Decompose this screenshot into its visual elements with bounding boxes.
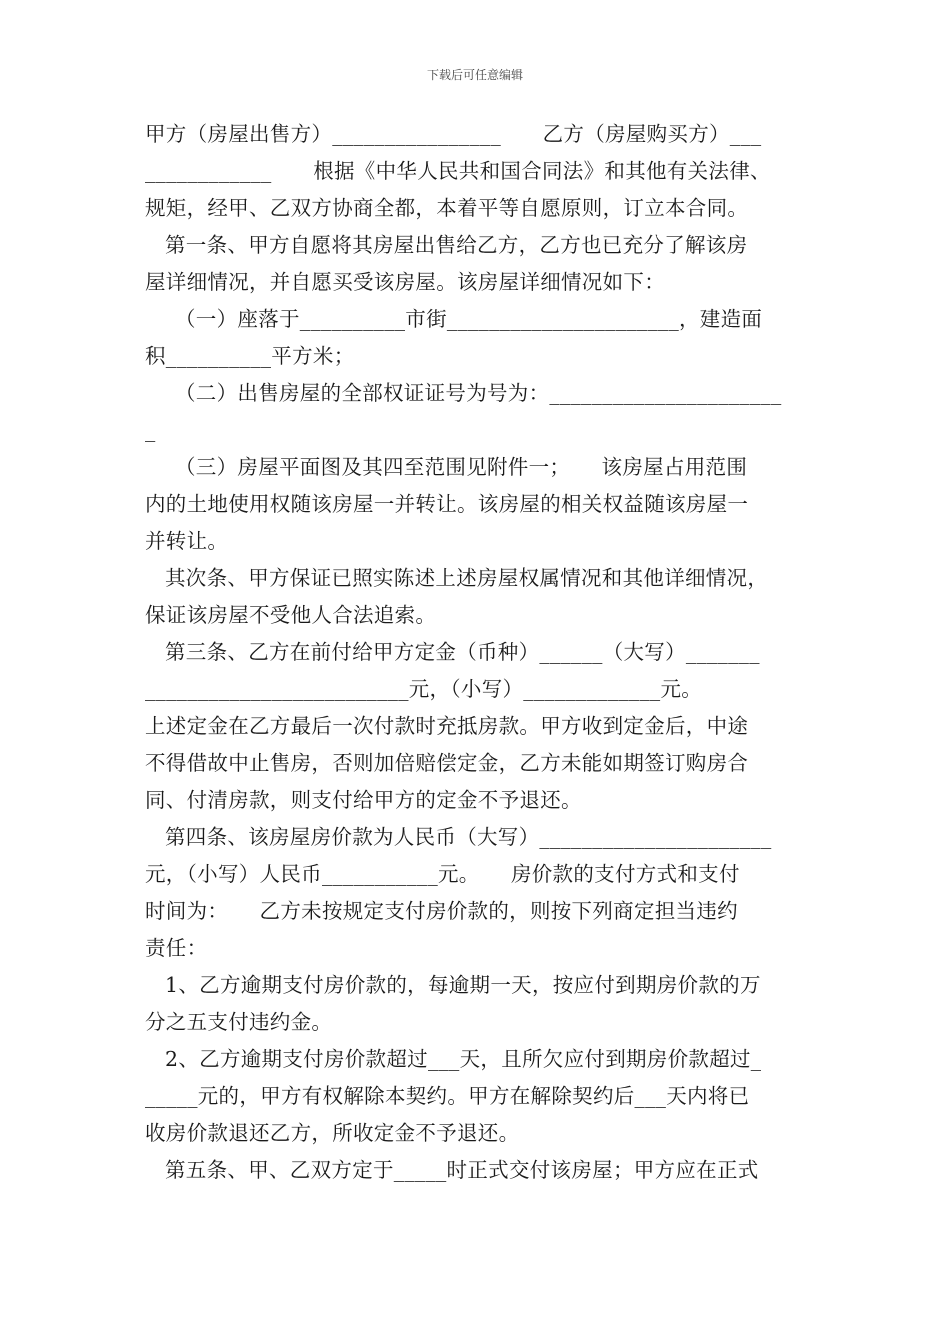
text-line: 屋详细情况，并自愿买受该房屋。该房屋详细情况如下： [145, 270, 665, 294]
text-line: 责任： [145, 936, 208, 960]
text-line: _ [145, 418, 156, 442]
text-line: ____________ 根据《中华人民共和国合同法》和其他有关法律、 [145, 159, 771, 183]
text-line: 同、付清房款，则支付给甲方的定金不予退还。 [145, 788, 582, 812]
contract-body [145, 116, 807, 1189]
text-line: 保证该房屋不受他人合法追索。 [145, 603, 437, 627]
text-line: 内的土地使用权随该房屋一并转让。该房屋的相关权益随该房屋一 [145, 492, 749, 516]
text-line: （二）出售房屋的全部权证证号为号为：______________________ [175, 381, 782, 405]
text-line: 积__________平方米； [145, 344, 355, 368]
text-line: 分之五支付违约金。 [145, 1010, 333, 1034]
text-line: 1、乙方逾期支付房价款的，每逾期一天，按应付到期房价款的万 [165, 973, 761, 997]
text-line: （一）座落于__________市街______________________，建造面 [175, 307, 763, 331]
text-line: 收房价款退还乙方，所收定金不予退还。 [145, 1121, 520, 1145]
text-line: （三）房屋平面图及其四至范围见附件一； 该房屋占用范围 [175, 455, 748, 479]
text-line: 规矩，经甲、乙双方协商全都，本着平等自愿原则，订立本合同。 [145, 196, 749, 220]
text-line: _________________________元，（小写）_____________元。 [145, 677, 703, 701]
text-line: 元，（小写）人民币___________元。 房价款的支付方式和支付 [145, 862, 740, 886]
text-line: 不得借故中止售房，否则加倍赔偿定金，乙方未能如期签订购房合 [145, 751, 749, 775]
text-line: 时间为： 乙方未按规定支付房价款的，则按下列商定担当违约 [145, 899, 738, 923]
text-line: 其次条、甲方保证已照实陈述上述房屋权属情况和其他详细情况， [165, 566, 769, 590]
text-line: 第四条、该房屋房价款为人民币（大写）______________________ [165, 825, 772, 849]
text-line: 第一条、甲方自愿将其房屋出售给乙方，乙方也已充分了解该房 [165, 233, 748, 257]
text-line: 第五条、甲、乙双方定于_____时正式交付该房屋；甲方应在正式 [165, 1158, 759, 1182]
text-line: 第三条、乙方在前付给甲方定金（币种）______（大写）_______ [165, 640, 760, 664]
text-line: 上述定金在乙方最后一次付款时充抵房款。甲方收到定金后，中途 [145, 714, 749, 738]
text-line: 2、乙方逾期支付房价款超过___天，且所欠应付到期房价款超过_ [165, 1047, 762, 1071]
download-note: 下载后可任意编辑 [426, 68, 523, 82]
text-line: 甲方（房屋出售方）________________ 乙方（房屋购买方）___ [145, 122, 762, 146]
text-line: _____元的，甲方有权解除本契约。甲方在解除契约后___天内将已 [145, 1084, 750, 1108]
text-line: 并转让。 [145, 529, 229, 553]
